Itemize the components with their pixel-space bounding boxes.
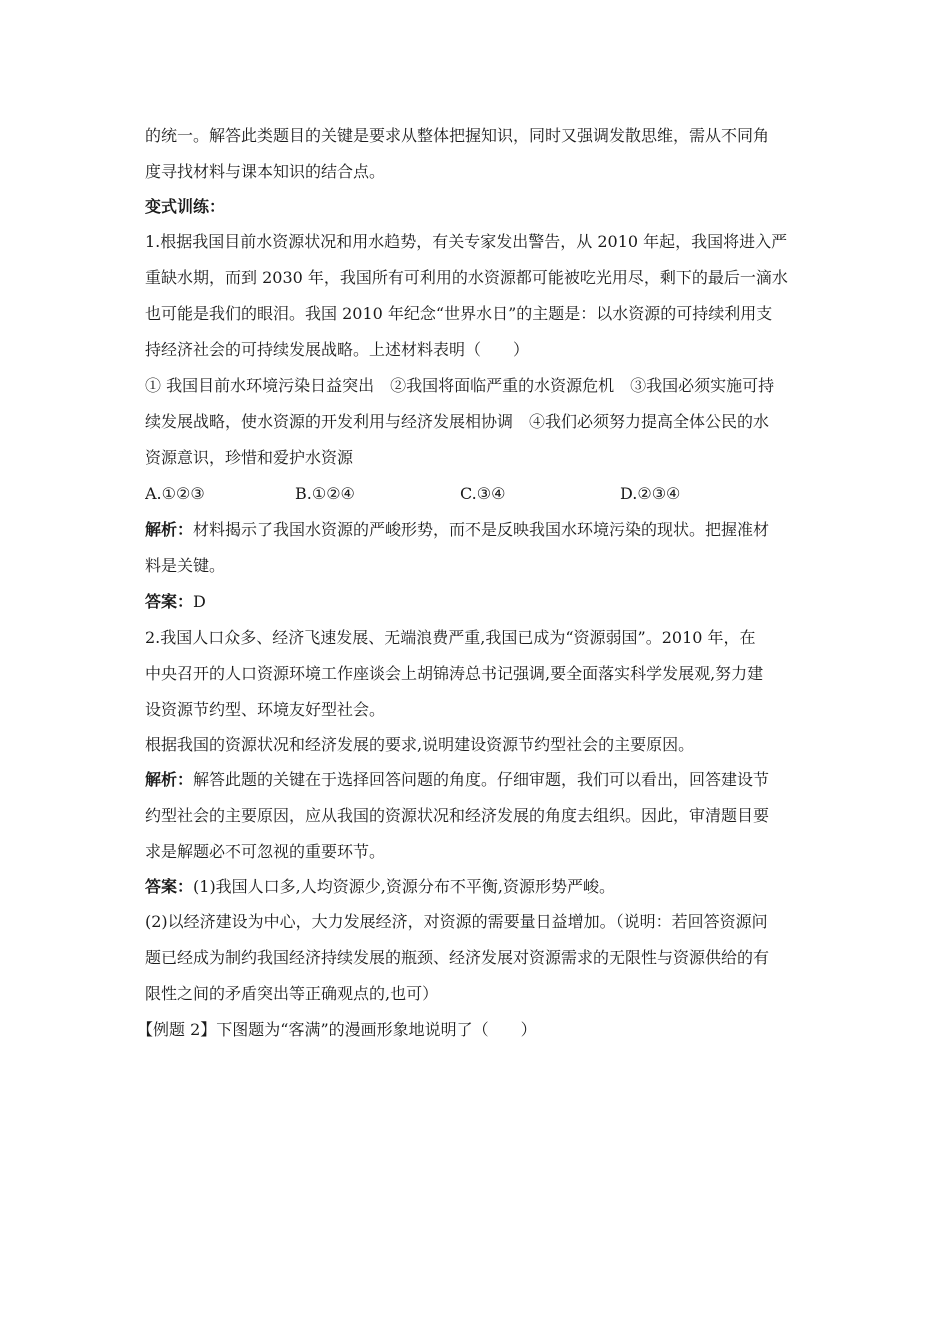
q1-analysis-label: 解析： bbox=[145, 520, 194, 539]
option-d: D.②③④ bbox=[620, 484, 681, 503]
q2-question: 根据我国的资源状况和经济发展的要求,说明建设资源节约型社会的主要原因。 bbox=[145, 735, 695, 754]
q2-answer-line-3: 题已经成为制约我国经济持续发展的瓶颈、经济发展对资源需求的无限性与资源供给的有 bbox=[145, 948, 770, 967]
q1-analysis-line-1 bbox=[145, 512, 811, 548]
q1-statement-3: 资源意识，珍惜和爱护水资源 bbox=[145, 448, 354, 467]
option-a: A.①②③ bbox=[145, 484, 205, 503]
q2-answer-line-1 bbox=[145, 870, 811, 904]
q2-line-1: 2.我国人口众多、经济飞速发展、无端浪费严重,我国已成为“资源弱国”。2010 年，在 bbox=[145, 628, 756, 647]
q1-answer-label: 答案： bbox=[145, 592, 194, 611]
q1-line-3: 也可能是我们的眼泪。我国 2010 年纪念“世界水日”的主题是：以水资源的可持续利用支 bbox=[145, 304, 773, 323]
q2-analysis-label: 解析： bbox=[145, 770, 194, 789]
q1-answer-value: D bbox=[193, 592, 206, 611]
q1-analysis-line-2: 料是关键。 bbox=[145, 556, 226, 575]
q1-line-1: 1.根据我国目前水资源状况和用水趋势，有关专家发出警告，从 2010 年起，我国将进入严 bbox=[145, 232, 788, 251]
section-title: 变式训练： bbox=[145, 197, 226, 216]
q2-answer-label: 答案： bbox=[145, 877, 194, 896]
q1-analysis-text: 材料揭示了我国水资源的严峻形势，而不是反映我国水环境污染的现状。把握准材 bbox=[193, 520, 770, 539]
q2-answer-line-4: 限性之间的矛盾突出等正确观点的,也可） bbox=[145, 984, 439, 1003]
example-heading: 【例题 2】下图题为“客满”的漫画形象地说明了（ ） bbox=[137, 1020, 537, 1039]
intro-line-1: 的统一。解答此类题目的关键是要求从整体把握知识，同时又强调发散思维，需从不同角 bbox=[145, 126, 770, 145]
q1-options bbox=[145, 476, 811, 512]
q1-line-4: 持经济社会的可持续发展战略。上述材料表明（ ） bbox=[145, 340, 530, 359]
q2-analysis-text: 解答此题的关键在于选择回答问题的角度。仔细审题，我们可以看出，回答建设节 bbox=[193, 770, 770, 789]
option-c: C.③④ bbox=[460, 484, 506, 503]
q2-line-2: 中央召开的人口资源环境工作座谈会上胡锦涛总书记强调,要全面落实科学发展观,努力建 bbox=[145, 664, 764, 683]
q2-line-3: 设资源节约型、环境友好型社会。 bbox=[145, 700, 386, 719]
q2-analysis-line-1 bbox=[145, 762, 811, 798]
document-content bbox=[137, 118, 811, 1048]
q1-statement-1: ① 我国目前水环境污染日益突出 ②我国将面临严重的水资源危机 ③我国必须实施可持 bbox=[145, 376, 775, 395]
q2-analysis-line-3: 求是解题必不可忽视的重要环节。 bbox=[145, 842, 386, 861]
q1-answer bbox=[145, 584, 811, 620]
q2-answer-text: (1)我国人口多,人均资源少,资源分布不平衡,资源形势严峻。 bbox=[193, 877, 615, 896]
intro-line-2: 度寻找材料与课本知识的结合点。 bbox=[145, 162, 386, 181]
q1-statement-2: 续发展战略，使水资源的开发利用与经济发展相协调 ④我们必须努力提高全体公民的水 bbox=[145, 412, 770, 431]
q2-answer-line-2: (2)以经济建设为中心，大力发展经济，对资源的需要量日益增加。（说明：若回答资源问 bbox=[145, 912, 768, 931]
option-b: B.①②④ bbox=[295, 484, 355, 503]
q2-analysis-line-2: 约型社会的主要原因，应从我国的资源状况和经济发展的角度去组织。因此，审清题目要 bbox=[145, 806, 770, 825]
q1-line-2: 重缺水期，而到 2030 年，我国所有可利用的水资源都可能被吃光用尽，剩下的最后一滴水 bbox=[145, 268, 788, 287]
